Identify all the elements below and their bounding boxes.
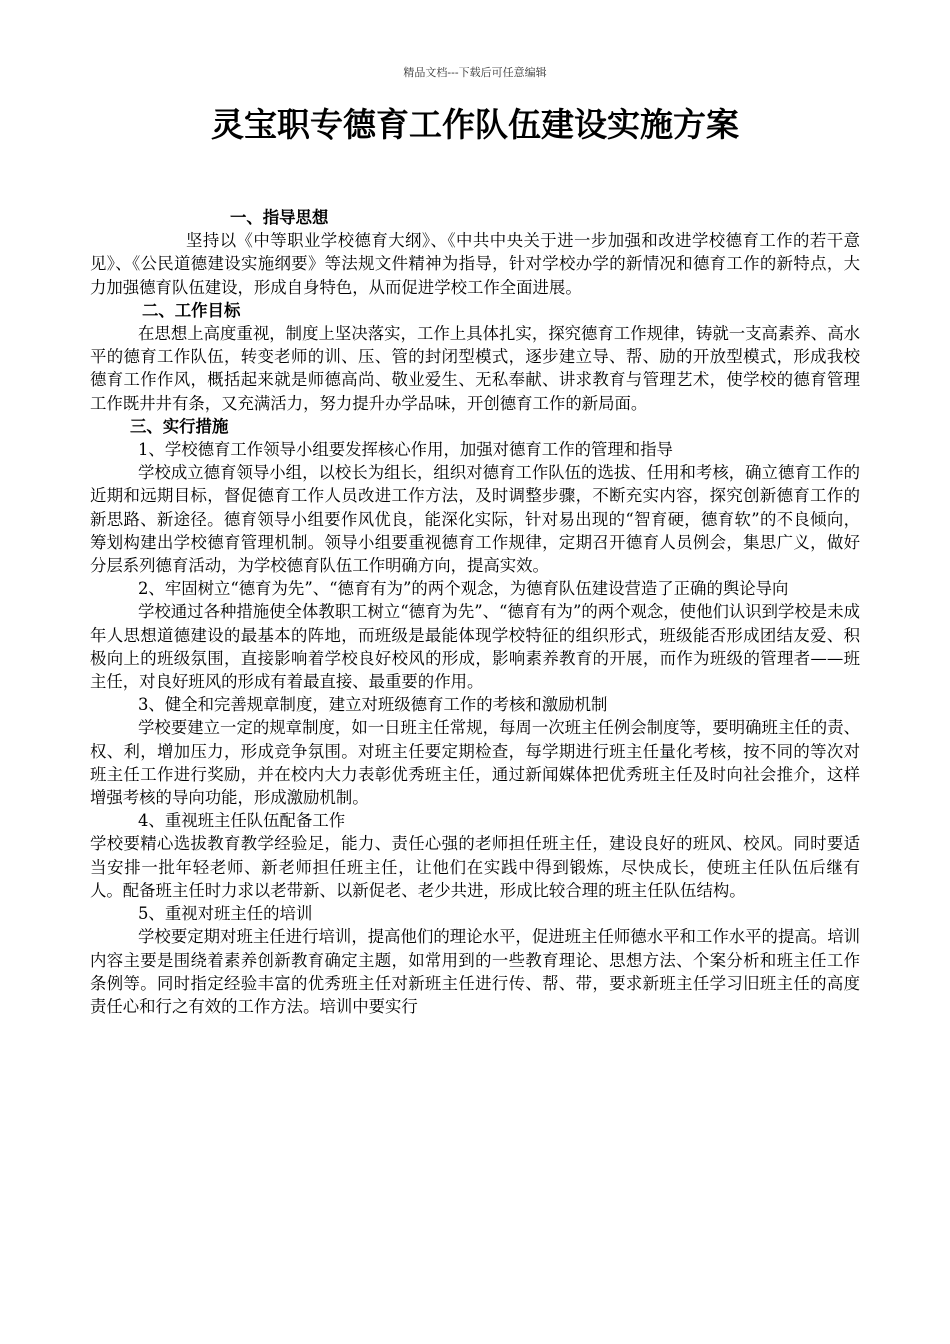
document-title: 灵宝职专德育工作队伍建设实施方案	[211, 105, 739, 144]
measure-title: 3、健全和完善规章制度，建立对班级德育工作的考核和激励机制	[138, 695, 608, 715]
header-note: 精品文档---下载后可任意编辑	[403, 66, 547, 79]
paragraph: 学校通过各种措施使全体教职工树立“德育为先”、“德育有为”的两个观念，使他们认识到学校是未成年人思想道德建设的最基本的阵地，而班级是最能体现学校特征的组织形式，班级能否形成团结友爱、积极向上的班级氛围，直接影响着学校良好校风的形成，影响素养教育的开展，而作为班级的管理者——班主任，对良好班风的形成有着最直接、最重要的作用。	[90, 602, 860, 692]
section-heading-measures: 三、实行措施	[130, 416, 229, 436]
paragraph: 在思想上高度重视，制度上坚决落实，工作上具体扎实，探究德育工作规律，铸就一支高素养、高水平的德育工作队伍，转变老师的训、压、管的封闭型模式，逐步建立导、帮、励的开放型模式，形成我校德育工作作风，概括起来就是师德高尚、敬业爱生、无私奉献、讲求教育与管理艺术，使学校的德育管理工作既井井有条，又充满活力，努力提升办学品味，开创德育工作的新局面。	[90, 324, 860, 413]
document-body	[90, 206, 860, 1018]
paragraph: 学校要精心选拔教育教学经验足，能力、责任心强的老师担任班主任，建设良好的班风、校风。同时要适当安排一批年轻老师、新老师担任班主任，让他们在实践中得到锻炼，尽快成长，使班主任队伍后继有人。配备班主任时力求以老带新、以新促老、老少共进，形成比较合理的班主任队伍结构。	[90, 834, 860, 900]
measure-title: 1、学校德育工作领导小组要发挥核心作用，加强对德育工作的管理和指导	[138, 440, 673, 460]
paragraph: 坚持以《中等职业学校德育大纲》、《中共中央关于进一步加强和改进学校德育工作的若干意见》、《公民道德建设实施纲要》等法规文件精神为指导，针对学校办学的新情况和德育工作的新特点，大力加强德育队伍建设，形成自身特色，从而促进学校工作全面进展。	[90, 231, 860, 297]
paragraph: 学校要建立一定的规章制度，如一日班主任常规，每周一次班主任例会制度等，要明确班主任的责、权、利，增加压力，形成竞争氛围。对班主任要定期检查，每学期进行班主任量化考核，按不同的等次对班主任工作进行奖励，并在校内大力表彰优秀班主任，通过新闻媒体把优秀班主任及时向社会推介，这样增强考核的导向功能，形成激励机制。	[90, 718, 860, 808]
paragraph: 学校要定期对班主任进行培训，提高他们的理论水平，促进班主任师德水平和工作水平的提高。培训内容主要是围绕着素养创新教育确定主题，如常用到的一些教育理论、思想方法、个案分析和班主任工作条例等。同时指定经验丰富的优秀班主任对新班主任进行传、帮、带，要求新班主任学习旧班主任的高度责任心和行之有效的工作方法。培训中要实行	[90, 927, 860, 1016]
measure-title: 5、重视对班主任的培训	[138, 904, 313, 924]
measure-title: 4、重视班主任队伍配备工作	[138, 811, 346, 831]
measure-title: 2、牢固树立“德育为先”、“德育有为”的两个观念，为德育队伍建设营造了正确的舆论导向	[138, 579, 789, 599]
section-heading-work-goals: 二、工作目标	[142, 300, 241, 320]
section-heading-guiding-ideology: 一、指导思想	[230, 208, 329, 227]
paragraph: 学校成立德育领导小组，以校长为组长，组织对德育工作队伍的选拔、任用和考核，确立德育工作的近期和远期目标，督促德育工作人员改进工作方法，及时调整步骤，不断充实内容，探究创新德育工作的新思路、新途径。德育领导小组要作风优良，能深化实际，针对易出现的“智育硬，德育软”的不良倾向，筹划构建出学校德育管理机制。领导小组要重视德育工作规律，定期召开德育人员例会，集思广义，做好分层系列德育活动，为学校德育队伍工作明确方向，提高实效。	[90, 463, 860, 576]
